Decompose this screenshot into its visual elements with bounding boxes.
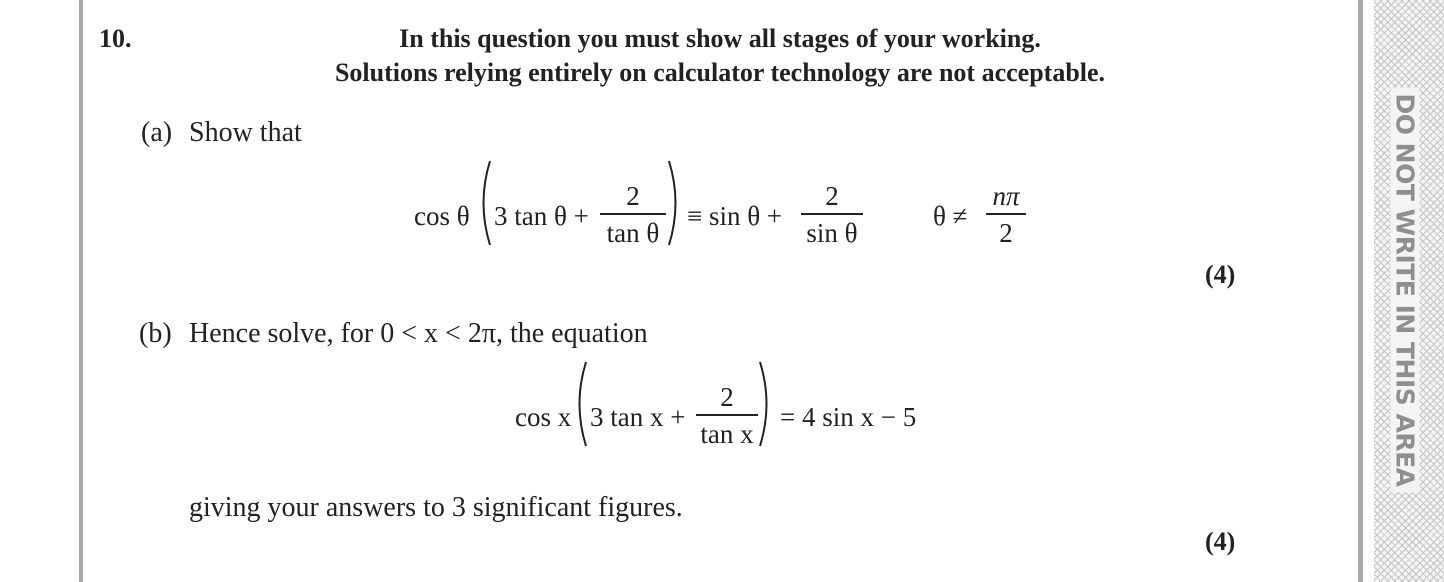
- identity-rhs-den: sin θ: [806, 217, 858, 248]
- equation-lhs-fraction: [696, 382, 758, 449]
- left-paren-a: [476, 159, 492, 247]
- identity-equiv: ≡ sin θ +: [687, 201, 783, 231]
- identity-lhs-num: 2: [626, 181, 640, 211]
- fraction-bar: [986, 213, 1026, 215]
- identity-lhs-cos: cos θ: [414, 201, 470, 231]
- identity-lhs-fraction: [600, 181, 666, 248]
- condition-fraction: [986, 181, 1026, 248]
- fraction-bar: [801, 213, 863, 215]
- identity-condition: θ ≠: [933, 201, 968, 231]
- part-b-instruction: giving your answers to 3 significant figures.: [189, 492, 683, 523]
- identity-lhs-inner: 3 tan θ +: [494, 201, 589, 231]
- identity-rhs-num: 2: [825, 181, 839, 211]
- condition-num: nπ: [992, 181, 1020, 211]
- left-paren-b: [572, 360, 588, 448]
- part-a-label: (a): [141, 117, 173, 148]
- equation-lhs-inner: 3 tan x +: [590, 402, 686, 432]
- part-a-prompt: Show that: [189, 117, 302, 148]
- identity-lhs-den: tan θ: [606, 217, 660, 248]
- left-margin-rule: [79, 0, 83, 582]
- condition-den: 2: [999, 217, 1013, 248]
- right-paren-b: [758, 360, 774, 448]
- part-b-prompt: Hence solve, for 0 < x < 2π, the equation: [189, 318, 648, 349]
- equation-rhs: = 4 sin x − 5: [780, 402, 917, 432]
- part-a-identity: [0, 181, 1100, 261]
- part-b-label: (b): [139, 318, 172, 349]
- part-b-marks: (4): [1205, 527, 1236, 556]
- question-number: 10.: [99, 24, 132, 53]
- equation-lhs-den: tan x: [700, 418, 754, 449]
- equation-lhs-cos: cos x: [515, 402, 572, 432]
- part-b-equation: [0, 382, 1100, 462]
- part-a-marks: (4): [1205, 260, 1236, 289]
- instruction-line-2: Solutions relying entirely on calculator technology are not acceptable.: [334, 58, 1106, 87]
- do-not-write-label: DO NOT WRITE IN THIS AREA: [1391, 87, 1420, 492]
- identity-rhs-fraction: [801, 181, 863, 248]
- equation-lhs-num: 2: [720, 382, 734, 412]
- fraction-bar: [696, 414, 758, 416]
- right-paren-a: [667, 159, 683, 247]
- right-margin-rule: [1358, 0, 1363, 582]
- fraction-bar: [600, 213, 666, 215]
- instruction-line-1: In this question you must show all stages of your working.: [399, 24, 1041, 53]
